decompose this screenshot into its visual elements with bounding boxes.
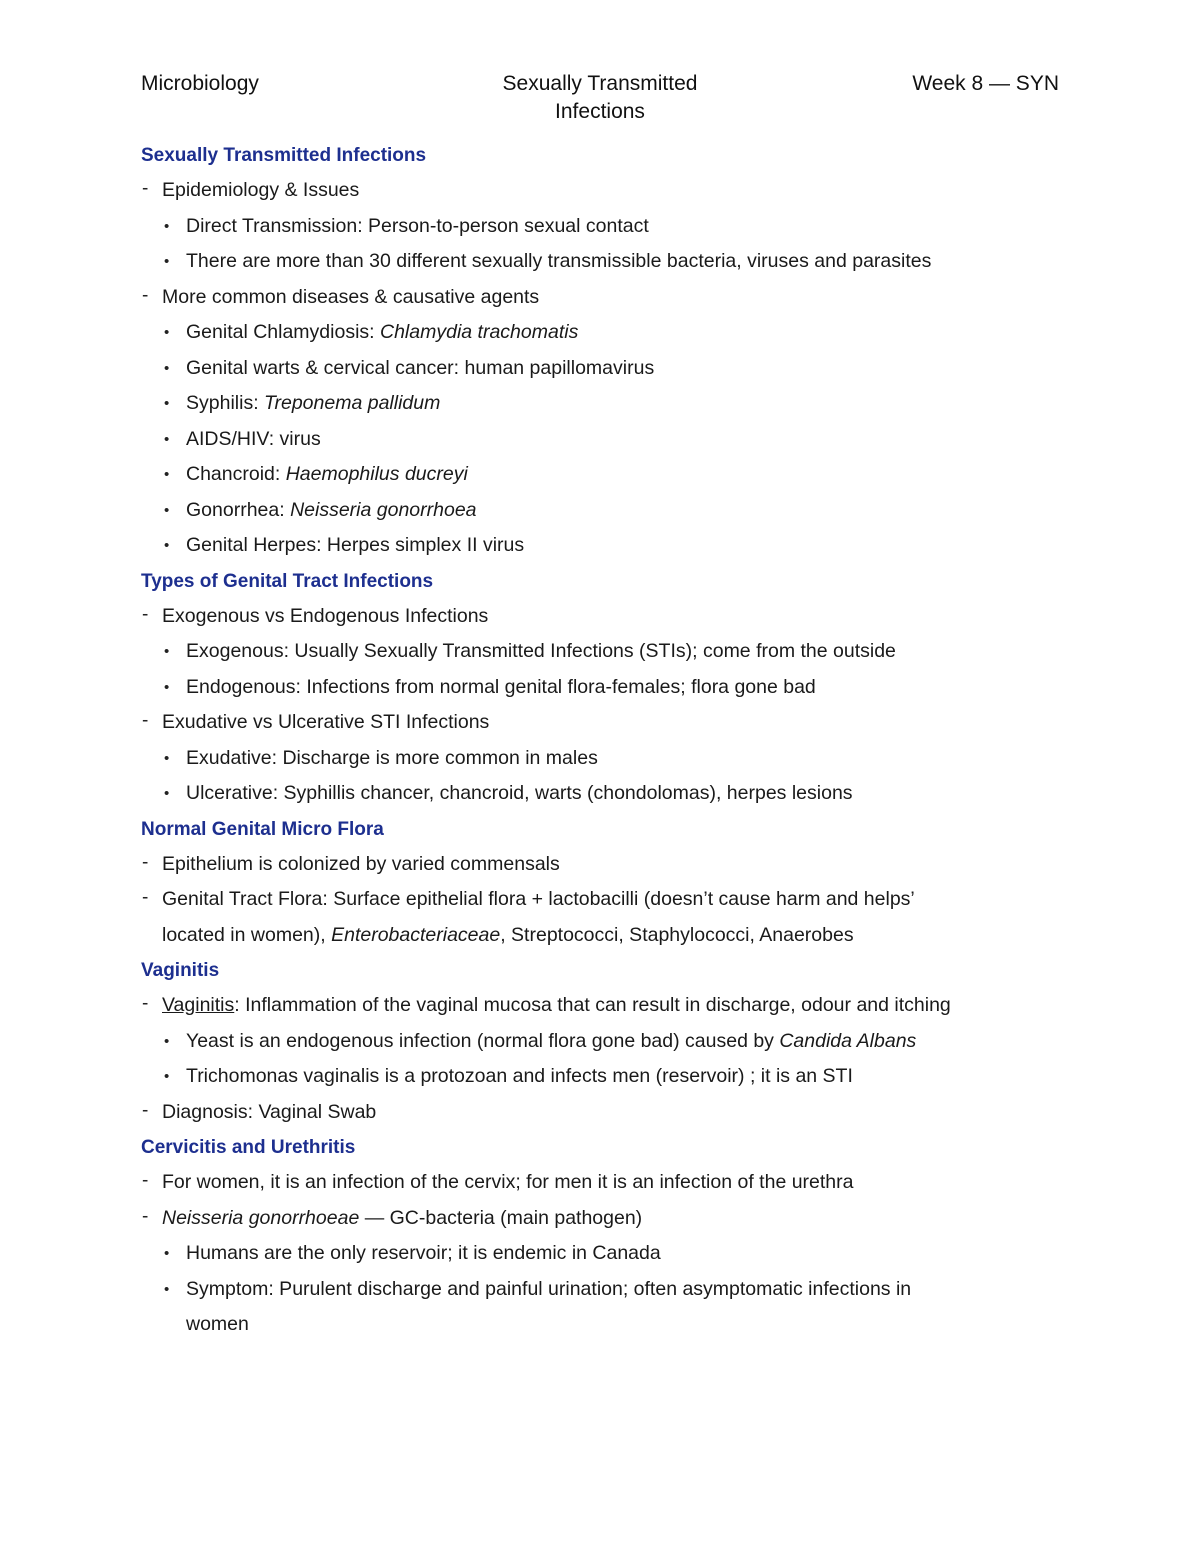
header-course: Microbiology xyxy=(141,72,259,95)
term-underlined: Vaginitis xyxy=(162,994,235,1016)
dash-item: - More common diseases & causative agents xyxy=(141,280,1061,316)
header-title xyxy=(440,70,760,126)
section-heading: Vaginitis xyxy=(141,960,220,981)
bullet-item: • Exudative: Discharge is more common in males xyxy=(141,741,1061,777)
section-heading: Normal Genital Micro Flora xyxy=(141,818,384,840)
dash-item: - Epidemiology & Issues xyxy=(141,173,1061,209)
dash-item xyxy=(141,1201,1061,1237)
header-title-line1: Sexually Transmitted xyxy=(502,72,698,95)
section-heading: Types of Genital Tract Infections xyxy=(141,570,434,592)
bullet-item: • Symptom: Purulent discharge and painful urination; often asymptomatic infections in xyxy=(141,1272,1061,1308)
bullet-item: • Exogenous: Usually Sexually Transmitted Infections (STIs); come from the outside xyxy=(141,634,1061,670)
bullet-item xyxy=(141,386,1061,422)
dash-text: located in women), xyxy=(162,923,332,946)
notes-body xyxy=(141,138,1061,1343)
species-name: Neisseria gonorrhoea xyxy=(290,498,477,521)
bullet-item: • Ulcerative: Syphillis chancer, chancroid, warts (chondolomas), herpes lesions xyxy=(141,776,1061,812)
dash-text: — GC-bacteria (main pathogen) xyxy=(359,1206,643,1229)
bullet-item xyxy=(141,493,1061,529)
bullet-text: Yeast is an endogenous infection (normal flora gone bad) caused by xyxy=(186,1029,780,1052)
species-name: Candida Albans xyxy=(779,1029,917,1052)
dash-item: - Genital Tract Flora: Surface epithelial flora + lactobacilli (doesn’t cause harm and helps’ xyxy=(141,882,1061,918)
bullet-item: • Endogenous: Infections from normal genital flora-females; flora gone bad xyxy=(141,670,1061,706)
bullet-item xyxy=(141,457,1061,493)
dash-text: : Inflammation of the vaginal mucosa that can result in discharge, odour and itching xyxy=(234,994,951,1016)
dash-item: - Diagnosis: Vaginal Swab xyxy=(141,1095,1061,1131)
bullet-text: Genital Chlamydiosis: xyxy=(186,321,380,343)
species-name: Chlamydia trachomatis xyxy=(380,321,579,343)
bullet-text: Syphilis: xyxy=(186,392,265,414)
header-title-line2: Infections xyxy=(555,100,645,123)
species-name: Enterobacteriaceae xyxy=(331,923,501,946)
bullet-item: • Genital Herpes: Herpes simplex II virus xyxy=(141,528,1061,564)
bullet-item-continuation: women xyxy=(186,1313,249,1335)
section-heading: Sexually Transmitted Infections xyxy=(141,145,427,166)
bullet-item: • Genital warts & cervical cancer: human papillomavirus xyxy=(141,351,1061,387)
dash-item-continuation xyxy=(141,918,1061,954)
dash-item: - Epithelium is colonized by varied commensals xyxy=(141,847,1061,883)
bullet-item: • Direct Transmission: Person-to-person sexual contact xyxy=(141,209,1061,245)
bullet-item xyxy=(141,1024,1061,1060)
dash-item: - Exogenous vs Endogenous Infections xyxy=(141,599,1061,635)
bullet-item: • Trichomonas vaginalis is a protozoan and infects men (reservoir) ; it is an STI xyxy=(141,1059,1061,1095)
species-name: Treponema pallidum xyxy=(264,392,441,414)
bullet-item xyxy=(141,315,1061,351)
bullet-item: • AIDS/HIV: virus xyxy=(141,422,1061,458)
dash-item: - Exudative vs Ulcerative STI Infections xyxy=(141,705,1061,741)
dash-text: , Streptococci, Staphylococci, Anaerobes xyxy=(500,923,854,946)
header-week: Week 8 — SYN xyxy=(912,72,1059,95)
bullet-text: Chancroid: xyxy=(186,463,286,485)
bullet-item: • There are more than 30 different sexually transmissible bacteria, viruses and parasites xyxy=(141,244,1061,280)
bullet-item: • Humans are the only reservoir; it is endemic in Canada xyxy=(141,1236,1061,1272)
dash-item: - For women, it is an infection of the cervix; for men it is an infection of the urethra xyxy=(141,1165,1061,1201)
species-name: Haemophilus ducreyi xyxy=(285,463,468,485)
species-name: Neisseria gonorrhoeae xyxy=(162,1206,360,1229)
section-heading: Cervicitis and Urethritis xyxy=(141,1137,356,1158)
dash-item xyxy=(141,988,1061,1024)
bullet-text: Gonorrhea: xyxy=(186,498,291,521)
